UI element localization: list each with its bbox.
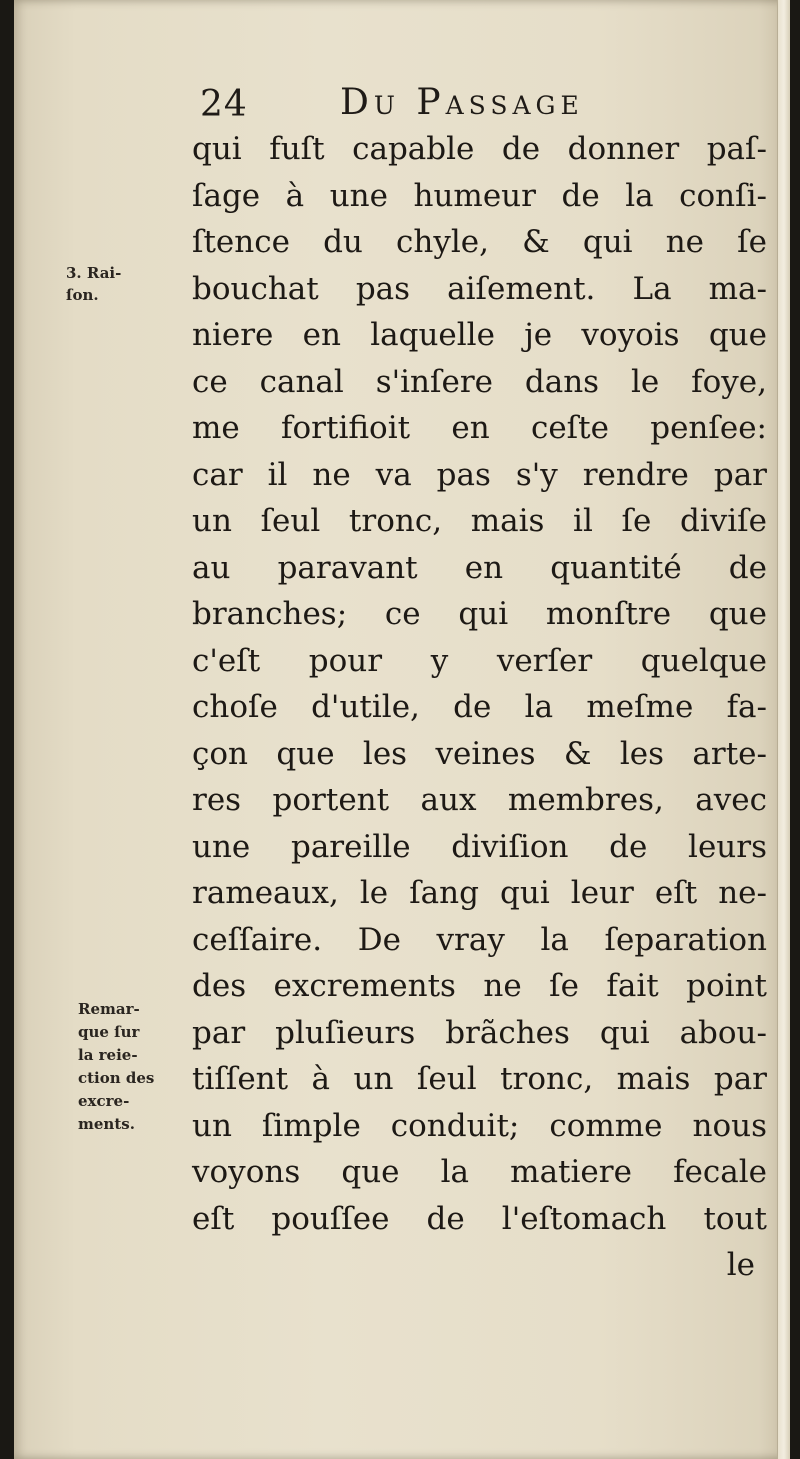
- page-edge: [777, 0, 790, 1459]
- text-line: car il ne va pas s'y rendre par: [192, 456, 767, 493]
- page-number: 24: [200, 84, 248, 125]
- text-line: eſt pouſſee de l'eſtomach tout: [192, 1200, 767, 1237]
- text-line: voyons que la matiere fecale: [192, 1154, 767, 1190]
- marginal-line: ction des: [78, 1069, 155, 1087]
- text-line: c'eſt pour y verſer quelque: [192, 642, 767, 679]
- text-line: choſe d'utile, de la meſme fa-: [192, 689, 767, 725]
- text-line: ſage à une humeur de la conſi-: [192, 177, 767, 214]
- marginal-line: ments.: [78, 1115, 135, 1133]
- text-line: ſtence du chyle, & qui ne ſe: [192, 224, 767, 260]
- text-line: tiſſent à un ſeul tronc, mais par: [192, 1061, 767, 1097]
- marginal-line: que ſur: [78, 1023, 140, 1041]
- text-line: me fortifioit en ceſte penſee:: [192, 410, 767, 446]
- text-line: niere en laquelle je voyois que: [192, 317, 767, 353]
- text-line: un ſimple conduit; comme nous: [192, 1107, 767, 1144]
- text-line: une pareille diviſion de leurs: [192, 828, 767, 865]
- text-line: bouchat pas aiſement. La ma-: [192, 270, 767, 307]
- marginal-line: 3. Rai-: [66, 264, 122, 282]
- body-text: [192, 126, 767, 1289]
- running-head: Du Passage: [340, 82, 584, 123]
- text-line: des excrements ne ſe fait point: [192, 968, 767, 1004]
- text-line: res portent aux membres, avec: [192, 782, 767, 818]
- text-line: rameaux, le ſang qui leur eſt ne-: [192, 875, 767, 911]
- text-line: qui fuſt capable de donner paſ-: [192, 131, 767, 167]
- text-line: branches; ce qui monſtre que: [192, 596, 767, 632]
- text-line: par pluſieurs brãches qui abou-: [192, 1014, 767, 1051]
- catchword: le: [726, 1247, 755, 1283]
- marginal-note-raison: [66, 262, 186, 306]
- text-line: çon que les veines & les arte-: [192, 735, 767, 772]
- text-line: ce canal s'inſere dans le foye,: [192, 363, 767, 400]
- marginal-line: excre-: [78, 1092, 130, 1110]
- text-line: au paravant en quantité de: [192, 549, 767, 586]
- text-line: un ſeul tronc, mais il ſe diviſe: [192, 503, 767, 539]
- marginal-note-remarque: [78, 998, 198, 1136]
- text-line: ceſſaire. De vray la ſeparation: [192, 921, 767, 958]
- marginal-line: ſon.: [66, 286, 99, 304]
- marginal-line: Remar-: [78, 1000, 140, 1018]
- marginal-line: la reie-: [78, 1046, 138, 1064]
